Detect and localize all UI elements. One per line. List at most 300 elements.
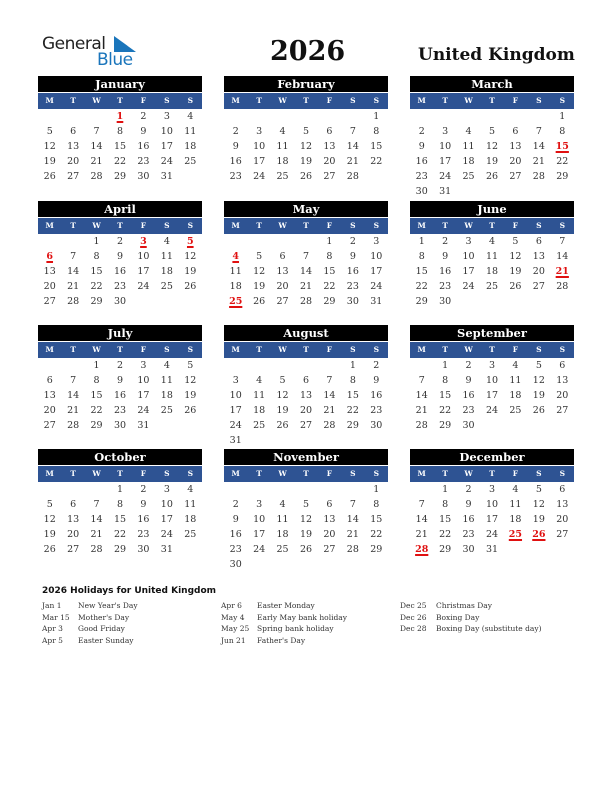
day-cell: 28 — [90, 171, 103, 182]
weekday-label: W — [464, 345, 473, 354]
weekday-label: T — [256, 469, 262, 478]
day-cell: 24 — [229, 420, 242, 431]
logo-text-general: General — [42, 34, 106, 54]
weekday-label: F — [512, 221, 519, 230]
day-cell: 20 — [556, 514, 569, 525]
empty-cell — [457, 109, 480, 124]
weekday-label: S — [373, 469, 379, 478]
month-july — [38, 325, 202, 433]
day-cell: 6 — [512, 126, 519, 137]
weekday-label: S — [373, 96, 379, 105]
day-cell: 27 — [276, 296, 289, 307]
day-cell: 26 — [509, 281, 522, 292]
empty-cell — [38, 234, 61, 249]
day-cell: 11 — [276, 141, 289, 152]
day-cell: 31 — [485, 544, 499, 555]
weekday-label: F — [140, 345, 147, 354]
day-cell: 11 — [184, 499, 197, 510]
empty-cell — [247, 482, 270, 497]
day-cell: 3 — [488, 484, 496, 495]
day-cell: 15 — [415, 266, 428, 277]
day-cell: 8 — [373, 499, 380, 510]
day-cell: 4 — [512, 484, 519, 495]
holiday-name: Father's Day — [257, 635, 306, 645]
day-cell: 16 — [439, 266, 452, 277]
day-cell: 20 — [509, 156, 522, 167]
day-cell: 14 — [67, 266, 80, 277]
day-cell: 7 — [418, 499, 425, 510]
empty-cell — [271, 234, 294, 249]
day-cell: 2 — [465, 484, 472, 495]
day-cell: 11 — [485, 251, 499, 262]
weekday-label: S — [187, 96, 193, 105]
day-cell: 11 — [184, 126, 197, 137]
day-cell: 10 — [462, 251, 475, 262]
day-cell: 16 — [462, 514, 475, 525]
weekday-label: S — [536, 469, 542, 478]
day-cell: 3 — [140, 360, 147, 371]
calendar-country: United Kingdom — [418, 45, 575, 65]
day-cell: 11 — [509, 499, 522, 510]
day-cell: 17 — [370, 266, 383, 277]
day-cell: 13 — [67, 141, 80, 152]
day-cell: 20 — [43, 405, 56, 416]
day-cell: 19 — [253, 281, 266, 292]
weekday-label: M — [417, 96, 426, 105]
day-cell: 5 — [488, 126, 496, 137]
day-cell: 26 — [299, 171, 313, 182]
day-cell: 7 — [326, 375, 333, 386]
day-grid — [38, 109, 202, 184]
month-title: December — [410, 449, 574, 466]
weekday-label: S — [536, 96, 542, 105]
month-august — [224, 325, 388, 448]
weekday-label: S — [164, 221, 170, 230]
day-cell: 7 — [559, 236, 566, 247]
holiday-day-cell: 6 — [46, 251, 54, 262]
holiday-date: Dec 25 — [400, 601, 427, 610]
weekday-label: F — [326, 221, 333, 230]
holiday-date: May 4 — [221, 612, 245, 622]
day-cell: 16 — [462, 390, 475, 401]
day-cell: 18 — [184, 141, 197, 152]
day-cell: 16 — [137, 514, 150, 525]
empty-cell — [224, 234, 247, 249]
weekday-header — [38, 466, 202, 482]
holiday-day-cell: 3 — [140, 236, 147, 247]
month-title: August — [224, 325, 388, 342]
day-cell: 11 — [462, 141, 475, 152]
weekday-label: T — [70, 96, 76, 105]
empty-cell — [224, 358, 247, 373]
weekday-label: S — [559, 221, 565, 230]
weekday-label: F — [512, 96, 519, 105]
weekday-label: F — [140, 469, 147, 478]
day-cell: 28 — [299, 296, 313, 307]
holiday-name: Boxing Day (substitute day) — [436, 624, 542, 633]
day-cell: 2 — [116, 360, 124, 371]
day-cell: 18 — [184, 514, 197, 525]
holiday-day-cell: 4 — [232, 251, 240, 262]
day-cell: 6 — [559, 484, 566, 495]
weekday-label: S — [350, 96, 356, 105]
day-cell: 4 — [279, 126, 286, 137]
weekday-label: S — [164, 345, 170, 354]
day-cell: 23 — [113, 405, 127, 416]
weekday-label: T — [489, 96, 495, 105]
day-cell: 28 — [346, 171, 359, 182]
holiday-day-cell: 25 — [229, 296, 243, 307]
day-cell: 22 — [439, 405, 452, 416]
day-cell: 24 — [485, 529, 499, 540]
day-cell: 19 — [532, 390, 545, 401]
empty-cell — [318, 482, 341, 497]
empty-cell — [294, 482, 317, 497]
day-cell: 23 — [137, 156, 150, 167]
day-cell: 27 — [509, 171, 522, 182]
holiday-date: Dec 28 — [400, 624, 427, 633]
day-cell: 27 — [43, 296, 56, 307]
day-cell: 29 — [415, 296, 428, 307]
weekday-label: S — [373, 221, 379, 230]
day-cell: 7 — [93, 499, 100, 510]
day-cell: 3 — [256, 126, 263, 137]
day-cell: 14 — [299, 266, 313, 277]
month-december — [410, 449, 574, 557]
weekday-label: T — [303, 96, 309, 105]
month-title: October — [38, 449, 202, 466]
day-cell: 24 — [253, 544, 266, 555]
day-cell: 29 — [113, 171, 127, 182]
day-cell: 29 — [90, 296, 103, 307]
day-cell: 14 — [90, 514, 103, 525]
holiday-name: New Year's Day — [78, 601, 138, 610]
day-cell: 6 — [46, 375, 53, 386]
day-cell: 8 — [326, 251, 333, 262]
weekday-label: S — [164, 469, 170, 478]
day-cell: 4 — [163, 360, 170, 371]
day-cell: 19 — [43, 529, 56, 540]
weekday-label: S — [164, 96, 170, 105]
holiday-day-cell: 21 — [555, 266, 569, 277]
empty-cell — [247, 234, 270, 249]
day-cell: 25 — [160, 405, 173, 416]
day-cell: 8 — [418, 251, 425, 262]
day-cell: 6 — [535, 236, 542, 247]
day-cell: 31 — [160, 544, 173, 555]
empty-cell — [61, 358, 84, 373]
day-cell: 20 — [299, 405, 313, 416]
weekday-label: T — [256, 96, 262, 105]
day-cell: 10 — [485, 375, 499, 386]
day-cell: 17 — [485, 390, 499, 401]
day-cell: 20 — [43, 281, 56, 292]
day-cell: 24 — [462, 281, 475, 292]
day-cell: 25 — [160, 281, 173, 292]
empty-cell — [318, 358, 341, 373]
day-cell: 18 — [229, 281, 242, 292]
day-cell: 10 — [160, 499, 173, 510]
day-cell: 16 — [370, 390, 383, 401]
day-cell: 1 — [418, 236, 425, 247]
day-cell: 30 — [346, 296, 359, 307]
weekday-label: T — [303, 469, 309, 478]
holiday-name: Easter Monday — [257, 601, 315, 610]
empty-cell — [224, 109, 247, 124]
day-cell: 30 — [229, 559, 242, 570]
day-grid — [224, 109, 388, 184]
day-cell: 27 — [323, 171, 336, 182]
day-cell: 27 — [556, 529, 569, 540]
day-cell: 18 — [160, 266, 173, 277]
day-cell: 9 — [232, 141, 239, 152]
day-cell: 6 — [326, 126, 333, 137]
weekday-label: T — [303, 221, 309, 230]
day-cell: 4 — [512, 360, 519, 371]
weekday-label: W — [92, 469, 101, 478]
holiday-name: Boxing Day — [436, 612, 480, 622]
day-cell: 5 — [535, 360, 542, 371]
weekday-label: W — [464, 221, 473, 230]
day-cell: 20 — [67, 529, 80, 540]
day-cell: 19 — [299, 156, 313, 167]
day-cell: 3 — [465, 236, 472, 247]
day-cell: 28 — [90, 544, 103, 555]
day-cell: 18 — [276, 529, 289, 540]
day-cell: 15 — [439, 514, 452, 525]
day-cell: 20 — [67, 156, 80, 167]
weekday-label: W — [92, 96, 101, 105]
empty-cell — [38, 482, 61, 497]
holiday-date: Apr 5 — [42, 635, 63, 645]
empty-cell — [433, 109, 456, 124]
day-cell: 13 — [323, 141, 336, 152]
day-cell: 1 — [349, 360, 356, 371]
day-cell: 1 — [442, 484, 449, 495]
day-cell: 2 — [232, 499, 239, 510]
day-cell: 30 — [462, 420, 475, 431]
day-cell: 20 — [276, 281, 289, 292]
weekday-header — [38, 218, 202, 234]
weekday-label: T — [70, 469, 76, 478]
day-cell: 3 — [163, 484, 170, 495]
day-cell: 30 — [415, 186, 428, 197]
weekday-label: M — [417, 221, 426, 230]
day-cell: 23 — [229, 544, 242, 555]
day-cell: 12 — [184, 251, 197, 262]
day-cell: 10 — [137, 251, 150, 262]
day-cell: 13 — [67, 514, 80, 525]
holiday-name: Mother's Day — [78, 612, 130, 622]
day-cell: 20 — [556, 390, 569, 401]
day-cell: 21 — [346, 529, 359, 540]
day-cell: 16 — [137, 141, 150, 152]
day-cell: 6 — [279, 251, 286, 262]
day-cell: 24 — [137, 405, 150, 416]
day-cell: 8 — [442, 375, 449, 386]
day-cell: 25 — [462, 171, 475, 182]
day-cell: 24 — [439, 171, 452, 182]
day-cell: 9 — [418, 141, 425, 152]
day-cell: 17 — [160, 514, 173, 525]
day-cell: 4 — [256, 375, 263, 386]
weekday-label: T — [117, 221, 123, 230]
day-cell: 6 — [70, 126, 77, 137]
weekday-header — [224, 218, 388, 234]
day-cell: 26 — [276, 420, 289, 431]
day-cell: 13 — [299, 390, 313, 401]
day-cell: 23 — [346, 281, 359, 292]
day-cell: 23 — [137, 529, 150, 540]
day-cell: 13 — [532, 251, 545, 262]
day-cell: 15 — [113, 141, 127, 152]
weekday-label: M — [417, 345, 426, 354]
day-grid — [38, 358, 202, 433]
day-cell: 27 — [67, 544, 80, 555]
empty-cell — [318, 109, 341, 124]
weekday-label: S — [559, 469, 565, 478]
day-cell: 12 — [43, 514, 56, 525]
empty-cell — [504, 109, 527, 124]
day-cell: 15 — [90, 266, 103, 277]
day-cell: 26 — [43, 171, 56, 182]
day-grid — [224, 482, 388, 572]
day-cell: 1 — [93, 360, 100, 371]
weekday-label: T — [442, 469, 448, 478]
holiday-name: Easter Sunday — [78, 635, 134, 645]
day-cell: 26 — [299, 544, 313, 555]
day-cell: 2 — [140, 484, 147, 495]
day-cell: 24 — [160, 156, 173, 167]
day-grid — [38, 482, 202, 557]
weekday-label: W — [278, 345, 287, 354]
weekday-header — [410, 93, 574, 109]
day-cell: 4 — [163, 236, 170, 247]
month-title: June — [410, 201, 574, 218]
day-cell: 8 — [116, 499, 124, 510]
day-cell: 30 — [439, 296, 452, 307]
day-cell: 26 — [532, 405, 545, 416]
day-cell: 22 — [323, 281, 336, 292]
day-cell: 5 — [302, 499, 310, 510]
day-cell: 5 — [535, 484, 542, 495]
day-cell: 2 — [418, 126, 425, 137]
day-cell: 4 — [187, 484, 194, 495]
day-cell: 3 — [373, 236, 380, 247]
day-cell: 16 — [113, 266, 127, 277]
day-cell: 3 — [256, 499, 263, 510]
day-cell: 28 — [323, 420, 336, 431]
day-cell: 10 — [229, 390, 242, 401]
day-cell: 1 — [442, 360, 449, 371]
month-title: February — [224, 76, 388, 93]
month-february — [224, 76, 388, 184]
weekday-label: T — [442, 96, 448, 105]
day-cell: 8 — [93, 251, 100, 262]
day-cell: 17 — [462, 266, 475, 277]
weekday-label: M — [45, 96, 54, 105]
day-cell: 29 — [323, 296, 336, 307]
day-cell: 14 — [323, 390, 336, 401]
weekday-label: T — [489, 221, 495, 230]
generalblue-logo — [42, 34, 142, 70]
weekday-header — [38, 93, 202, 109]
day-cell: 24 — [370, 281, 383, 292]
day-cell: 18 — [509, 390, 522, 401]
day-cell: 11 — [160, 251, 173, 262]
day-cell: 6 — [70, 499, 77, 510]
month-november — [224, 449, 388, 572]
day-cell: 18 — [462, 156, 475, 167]
day-cell: 26 — [184, 281, 197, 292]
day-cell: 25 — [184, 156, 197, 167]
day-cell: 28 — [346, 544, 359, 555]
holiday-date: May 25 — [221, 624, 250, 633]
weekday-label: F — [512, 345, 519, 354]
day-cell: 24 — [253, 171, 266, 182]
day-cell: 13 — [323, 514, 336, 525]
weekday-header — [410, 342, 574, 358]
day-cell: 22 — [346, 405, 359, 416]
holiday-date: Jan 1 — [42, 601, 62, 610]
day-cell: 12 — [299, 514, 313, 525]
weekday-header — [410, 218, 574, 234]
weekday-label: W — [278, 96, 287, 105]
weekday-label: W — [92, 221, 101, 230]
logo-text-blue: Blue — [97, 50, 133, 70]
month-title: September — [410, 325, 574, 342]
day-cell: 17 — [253, 529, 266, 540]
day-cell: 16 — [113, 390, 127, 401]
day-cell: 21 — [415, 529, 428, 540]
weekday-label: T — [256, 345, 262, 354]
month-october — [38, 449, 202, 557]
weekday-label: T — [256, 221, 262, 230]
weekday-label: M — [231, 221, 240, 230]
empty-cell — [61, 109, 84, 124]
weekday-header — [224, 466, 388, 482]
weekday-label: W — [278, 221, 287, 230]
day-cell: 8 — [116, 126, 124, 137]
weekday-label: W — [92, 345, 101, 354]
day-cell: 7 — [349, 499, 356, 510]
day-cell: 15 — [323, 266, 336, 277]
day-cell: 13 — [509, 141, 522, 152]
day-cell: 25 — [253, 420, 266, 431]
weekday-header — [224, 342, 388, 358]
day-cell: 26 — [184, 405, 197, 416]
holiday-name: Early May bank holiday — [257, 612, 348, 622]
day-cell: 17 — [485, 514, 499, 525]
day-cell: 25 — [276, 544, 289, 555]
weekday-label: S — [187, 221, 193, 230]
weekday-label: F — [140, 221, 147, 230]
day-cell: 13 — [43, 390, 56, 401]
day-cell: 19 — [276, 405, 289, 416]
weekday-label: S — [373, 345, 379, 354]
holiday-name: Christmas Day — [436, 601, 492, 610]
day-cell: 14 — [532, 141, 545, 152]
day-cell: 7 — [302, 251, 310, 262]
weekday-label: M — [45, 469, 54, 478]
day-cell: 30 — [113, 296, 127, 307]
day-cell: 17 — [439, 156, 452, 167]
day-cell: 31 — [439, 186, 452, 197]
weekday-label: F — [326, 469, 333, 478]
day-cell: 5 — [279, 375, 286, 386]
month-september — [410, 325, 574, 433]
day-cell: 21 — [323, 405, 336, 416]
